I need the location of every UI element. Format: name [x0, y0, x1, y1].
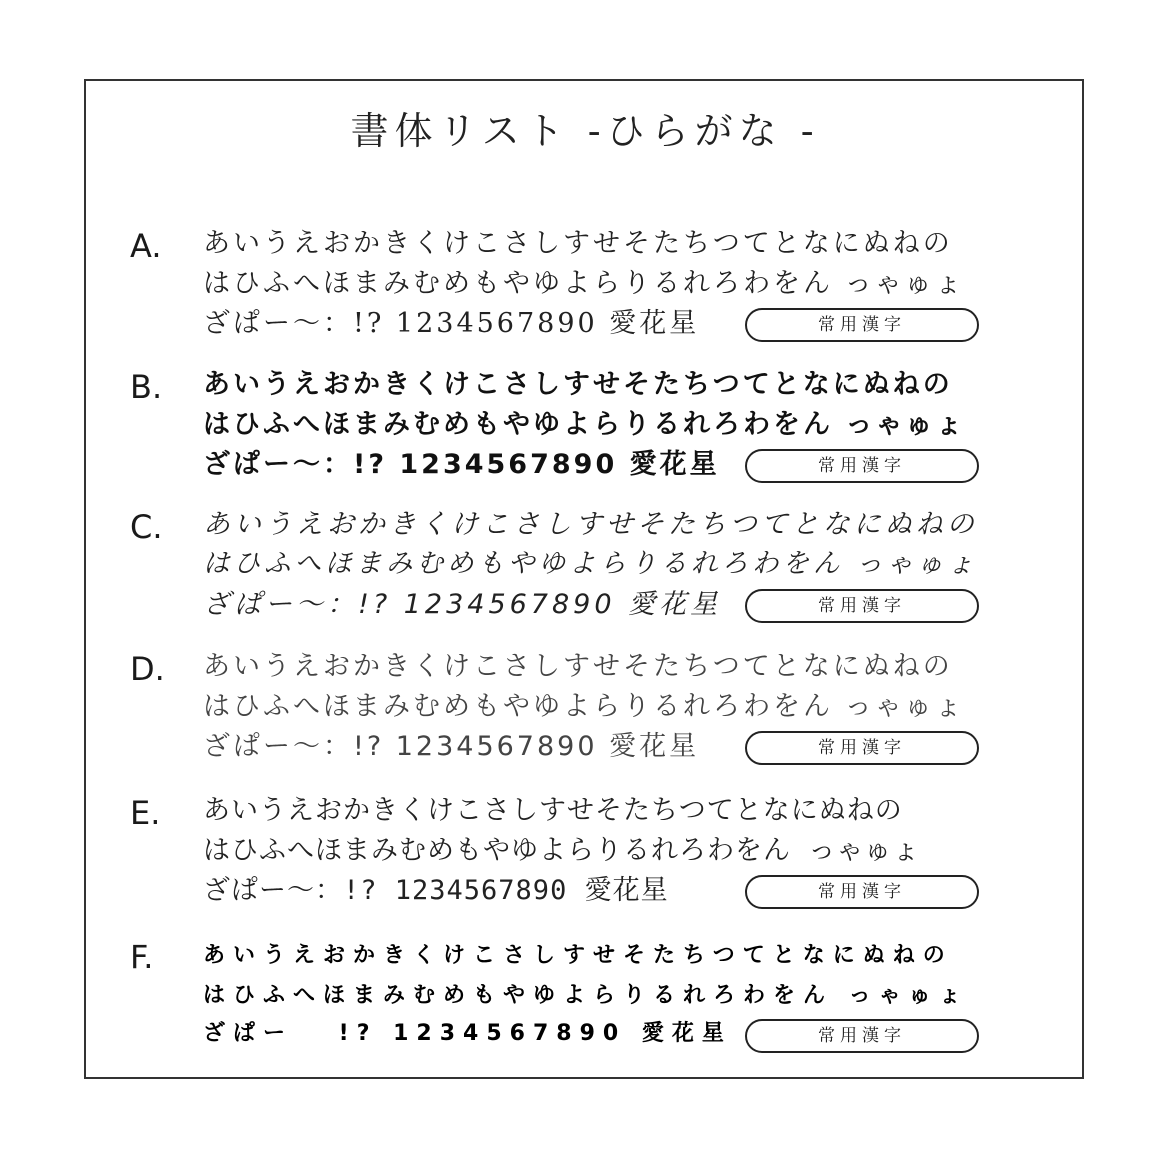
- sample-line-1: あいうえおかきくけこさしすせそたちつてとなにぬねの: [203, 795, 903, 826]
- sample-line-2: はひふへほまみむめもやゆよらりるれろわをん っゃゅょ: [203, 409, 966, 440]
- sample-line-3: ざぱー〜：!? 1234567890 愛花星: [203, 731, 700, 762]
- sample-line-3: ざぱー〜：!? 1234567890 愛花星: [203, 308, 700, 339]
- sample-line-2: はひふへほまみむめもやゆよらりるれろわをん っゃゅょ: [203, 691, 965, 722]
- sample-line-1: あいうえおかきくけこさしすせそたちつてとなにぬねの: [203, 943, 953, 968]
- sample-line-2: はひふへほまみむめもやゆよらりるれろわをん っゃゅょ: [203, 548, 978, 579]
- page-title: 書体リスト -ひらがな -: [350, 109, 820, 153]
- sample-line-1: あいうえおかきくけこさしすせそたちつてとなにぬねの: [203, 509, 978, 540]
- sample-line-1: あいうえおかきくけこさしすせそたちつてとなにぬねの: [203, 369, 953, 400]
- sample-line-1: あいうえおかきくけこさしすせそたちつてとなにぬねの: [203, 228, 953, 259]
- joyo-kanji-badge: 常用漢字: [745, 449, 979, 483]
- joyo-kanji-badge: 常用漢字: [745, 875, 979, 909]
- font-label: C.: [130, 508, 163, 546]
- sample-line-2: はひふへほまみむめもやゆよらりるれろわをん っゃゅょ: [203, 835, 921, 866]
- sample-line-2: はひふへほまみむめもやゆよらりるれろわをん っゃゅょ: [203, 268, 965, 299]
- sample-line-1: あいうえおかきくけこさしすせそたちつてとなにぬねの: [203, 651, 953, 682]
- font-label: B.: [130, 368, 163, 406]
- sample-line-3: ざぱー〜：!? 1234567890 愛花星: [203, 449, 720, 480]
- font-sample-e: [0, 794, 1170, 927]
- joyo-kanji-badge: 常用漢字: [745, 308, 979, 342]
- font-sample-a: [0, 227, 1170, 360]
- joyo-kanji-badge: 常用漢字: [745, 589, 979, 623]
- font-label: E.: [130, 794, 161, 832]
- font-label: D.: [130, 650, 165, 688]
- font-label: A.: [130, 227, 162, 265]
- sample-line-3: ざぱー〜：!? 1234567890 愛花星: [203, 589, 722, 620]
- sample-line-3: ざぱー〜：!? 1234567890 愛花星: [203, 875, 669, 906]
- font-label: F.: [130, 938, 154, 976]
- joyo-kanji-badge: 常用漢字: [745, 1019, 979, 1053]
- font-sample-d: [0, 650, 1170, 783]
- sample-line-2: はひふへほまみむめもやゆよらりるれろわをん っゃゅょ: [203, 983, 969, 1008]
- joyo-kanji-badge: 常用漢字: [745, 731, 979, 765]
- font-sample-f: [0, 938, 1170, 1071]
- font-sample-c: [0, 508, 1170, 641]
- sample-line-3: ざぱー !? 1234567890 愛花星: [203, 1021, 732, 1046]
- font-sample-b: [0, 368, 1170, 501]
